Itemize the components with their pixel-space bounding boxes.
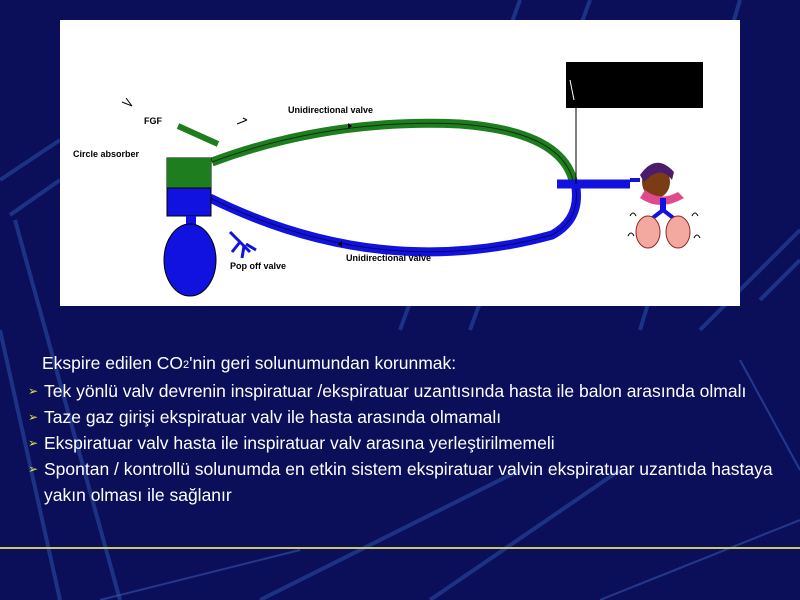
patient-figure (628, 163, 700, 248)
arrow-bullet-icon: ➢ (28, 462, 39, 476)
pop-off-valve (230, 232, 256, 258)
unidirectional-valve-top-label: Unidirectional valve (288, 105, 374, 115)
circle-absorber-label: Circle absorber (73, 149, 140, 159)
bullet-item: ➢ Spontan / kontrollü solunumda en etkin sistem ekspiratuar valvin ekspiratuar uzantıda hastaya yakın olması ile sağlanır (28, 456, 798, 508)
fgf-label: FGF (144, 116, 162, 126)
circuit-drawing (60, 20, 740, 306)
inspiratory-limb (212, 123, 574, 185)
bullet-item: ➢ Taze gaz girişi ekspiratuar valv ile hasta arasında olmamalı (28, 404, 798, 430)
bullet-item: ➢ Tek yönlü valv devrenin inspiratuar /ekspiratuar uzantısında hasta ile balon arasında olmalı (28, 378, 798, 404)
arrow-bullet-icon: ➢ (28, 410, 39, 424)
fgf-tube (178, 126, 218, 144)
breathing-circuit-diagram (60, 20, 740, 306)
arrow-bullet-icon: ➢ (28, 384, 39, 398)
pop-off-valve-label: Pop off valve (230, 261, 287, 271)
unidirectional-valve-bottom-label: Unidirectional valve (346, 253, 432, 263)
footer-divider (0, 547, 800, 549)
reservoir-bag (164, 224, 216, 296)
intro-line: Ekspire edilen CO2'nin geri solunumundan korunmak: (42, 353, 457, 373)
monitor-box (566, 62, 703, 108)
slide-text (28, 350, 798, 508)
bullet-item: ➢ Ekspiratuar valv hasta ile inspiratuar valv arasına yerleştirilmemeli (28, 430, 798, 456)
arrow-bullet-icon: ➢ (28, 436, 39, 450)
